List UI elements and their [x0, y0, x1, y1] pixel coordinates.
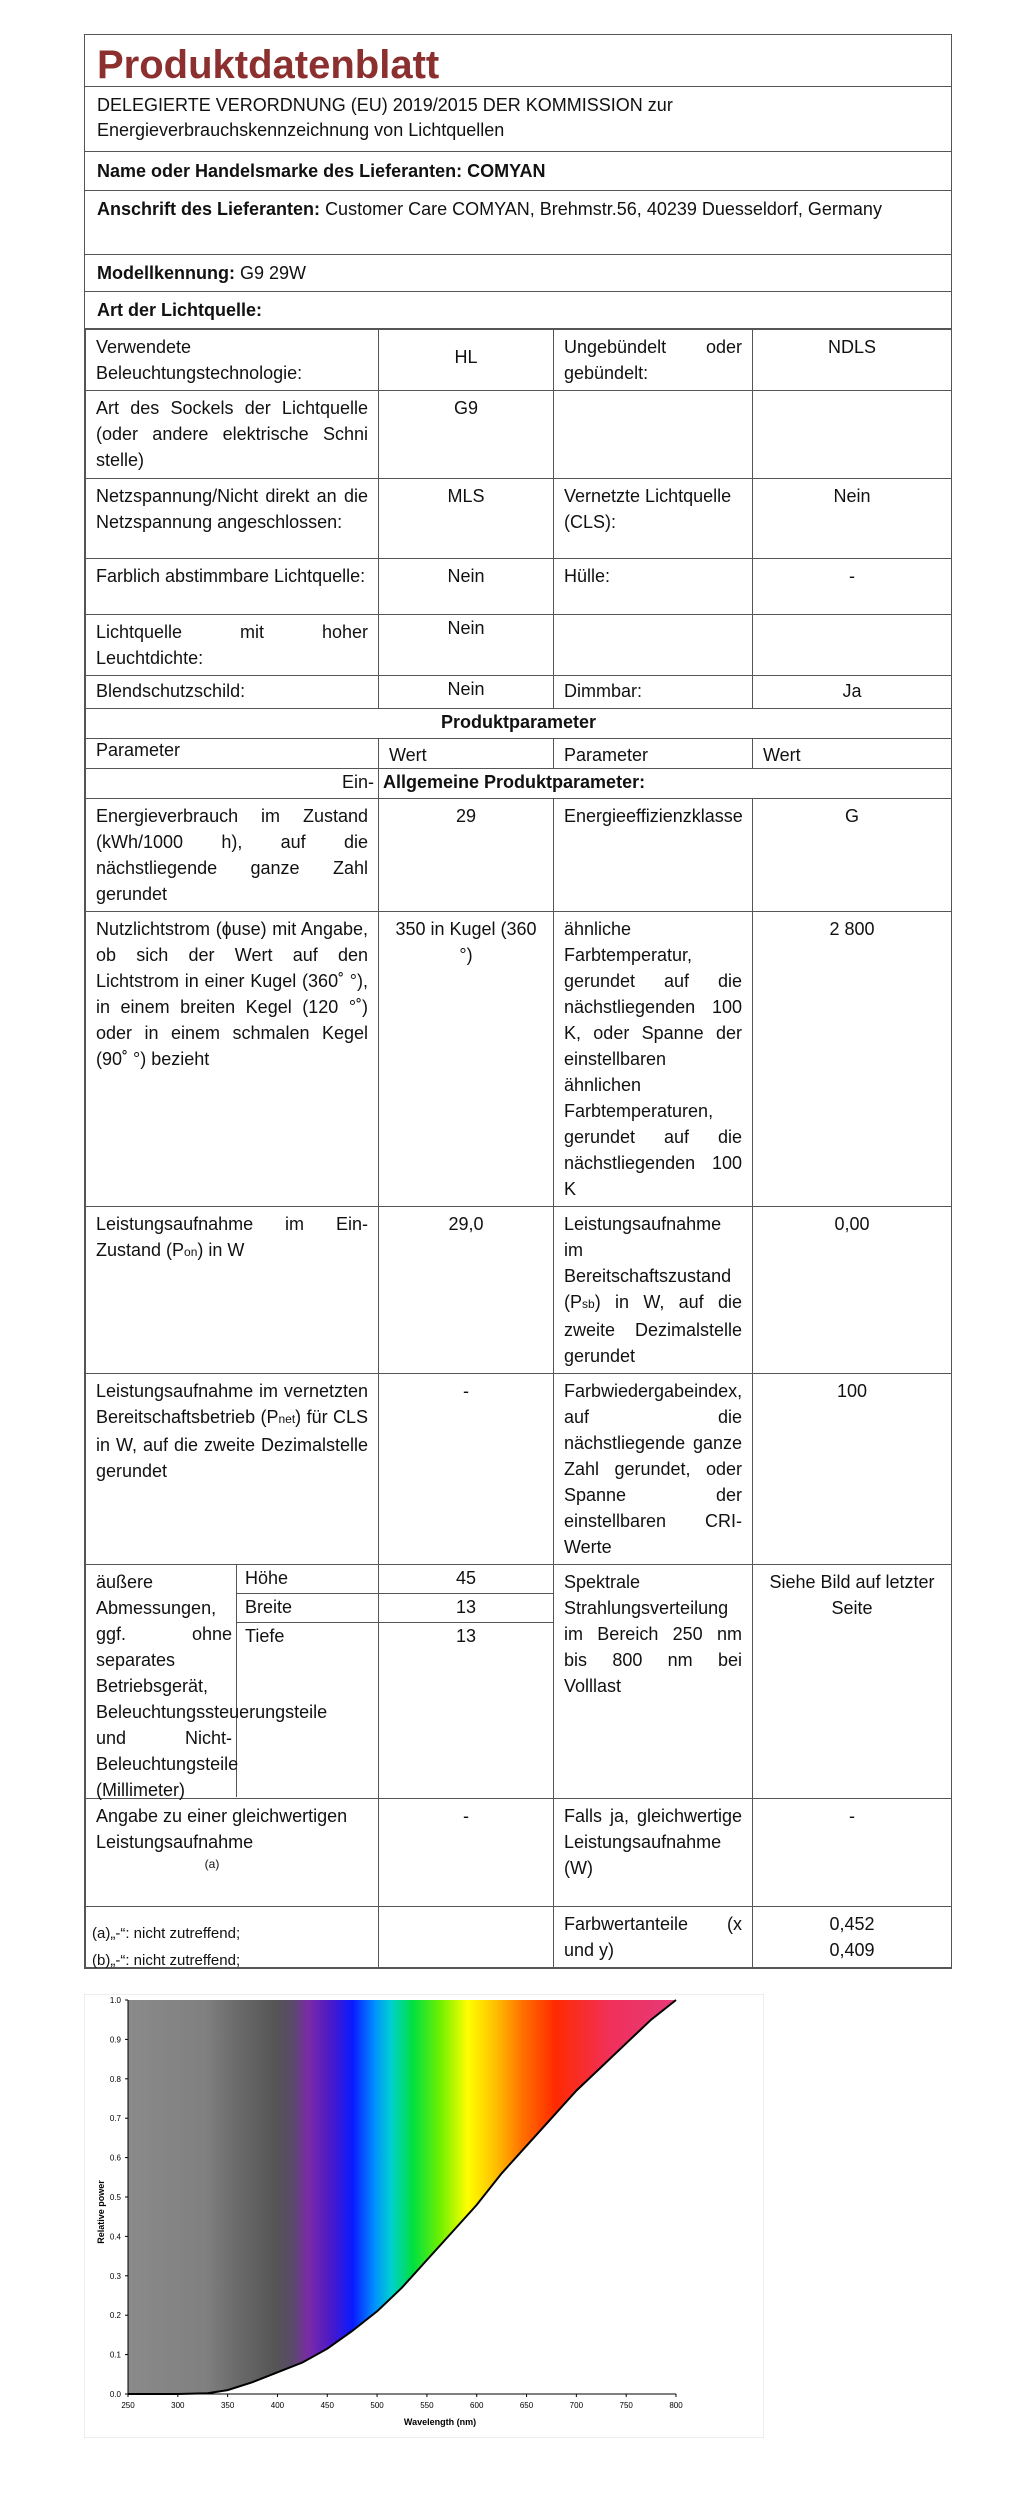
high-luminance-label: Lichtquelle mit hoher Leuchtdichte: — [86, 615, 379, 676]
empty-cell — [753, 615, 952, 676]
general-prefix: Ein- — [86, 769, 379, 799]
supplier-address-row — [85, 191, 951, 255]
y-tick-label: 0.3 — [109, 2271, 121, 2281]
table-row — [86, 479, 952, 559]
standby-power-label — [554, 1207, 753, 1374]
x-tick-label: 300 — [171, 2401, 185, 2410]
x-axis-label: Wavelength (nm) — [403, 2417, 477, 2427]
standby-power-unit: ) in W, auf die zweite Dezimalstelle gerundet — [564, 1292, 742, 1366]
table-row — [86, 1799, 952, 1907]
equivalent-power-label — [86, 1799, 379, 1907]
y-tick-label: 0.4 — [109, 2232, 121, 2242]
height-value: 45 — [379, 1565, 553, 1594]
table-row — [86, 330, 952, 391]
page-title: Produktdatenblatt — [85, 35, 951, 87]
on-mode-power-value: 29,0 — [379, 1207, 554, 1374]
chromaticity-values — [753, 1907, 952, 1968]
envelope-label: Hülle: — [554, 559, 753, 615]
x-tick-label: 700 — [569, 2401, 584, 2410]
x-tick-label: 600 — [470, 2401, 484, 2410]
socket-label: Art des Sockels der Lichtquelle (oder andere elektrische Schni stelle) — [86, 391, 379, 479]
cri-value: 100 — [753, 1374, 952, 1565]
dimmable-value: Ja — [753, 676, 952, 709]
standby-power-text: Leistungsaufnahme im Bereitschaftszustand (P — [564, 1214, 732, 1312]
width-label: Breite — [237, 1594, 378, 1623]
table-row — [86, 391, 952, 479]
standby-power-subscript: sb — [582, 1297, 595, 1311]
x-tick-label: 550 — [420, 2401, 434, 2410]
mains-value: MLS — [379, 479, 554, 559]
x-tick-label: 800 — [669, 2401, 683, 2410]
dimensions-cell — [86, 1565, 379, 1799]
y-tick-label: 0.7 — [109, 2114, 121, 2124]
x-tick-label: 350 — [220, 2401, 235, 2410]
supplier-address-value: Customer Care COMYAN, Brehmstr.56, 40239 Duesseldorf, Germany — [325, 199, 882, 219]
empty-cell — [554, 391, 753, 479]
chromaticity-y: 0,409 — [829, 1940, 875, 1960]
chromaticity-x: 0,452 — [829, 1914, 875, 1934]
dimensions-label: äußere Abmessungen, ggf. ohne separates Betriebsgerät, Beleuchtungssteuerungsteile und Nicht-Beleuchtungsteile (Millimeter) — [86, 1565, 237, 1797]
general-parameters-heading: Allgemeine Produktparameter: — [379, 769, 952, 799]
networked-standby-text: Leistungsaufnahme im vernetzten Bereitschaftsbetrieb (P — [96, 1381, 368, 1427]
col-header-parameter: Parameter — [86, 739, 379, 769]
networked-standby-unit: ) für CLS in W, auf die zweite Dezimalstelle gerundet — [96, 1407, 368, 1481]
equivalent-power-2-label: Falls ja, gleichwertige Leistungsaufnahme (W) — [554, 1799, 753, 1907]
luminous-flux-label: Nutzlichtstrom (ɸuse) mit Angabe, ob sich der Wert auf den Lichtstrom in einer Kugel (360˚ °), in einem breiten Kegel (120 °˚) oder in einem schmalen Kegel (90˚ °) bezieht — [86, 912, 379, 1207]
table-row — [86, 1207, 952, 1374]
supplier-name-value: COMYAN — [467, 161, 546, 181]
y-tick-label: 0.9 — [109, 2035, 121, 2045]
supplier-name-row — [85, 152, 951, 191]
energy-consumption-label: Energieverbrauch im Zustand (kWh/1000 h), auf die nächstliegende ganze Zahl gerundet — [86, 799, 379, 912]
plot-area — [110, 1996, 683, 2410]
tech-label: Verwendete Beleuchtungstechnologie: — [86, 330, 379, 391]
energy-class-label: Energieeffizienzklasse — [554, 799, 753, 912]
energy-consumption-value: 29 — [379, 799, 554, 912]
on-mode-power-unit: ) in W — [197, 1240, 245, 1260]
table-row — [86, 799, 952, 912]
empty-cell — [379, 1907, 554, 1968]
table-row — [86, 709, 952, 739]
table-row — [86, 676, 952, 709]
spectral-distribution-value: Siehe Bild auf letzter Seite — [753, 1565, 952, 1799]
supplier-name-label: Name oder Handelsmarke des Lieferanten: — [97, 161, 463, 181]
x-tick-label: 750 — [619, 2401, 633, 2410]
networked-standby-label — [86, 1374, 379, 1565]
width-value: 13 — [379, 1594, 553, 1623]
y-tick-label: 0.0 — [109, 2390, 121, 2399]
y-tick-label: 0.1 — [109, 2350, 121, 2360]
equivalent-power-value: - — [379, 1799, 554, 1907]
colour-temperature-value: 2 800 — [753, 912, 952, 1207]
light-source-type-heading: Art der Lichtquelle: — [85, 292, 951, 329]
dimensions-values — [379, 1565, 554, 1799]
empty-cell — [753, 391, 952, 479]
chromaticity-label: Farbwertanteile (x und y) — [554, 1907, 753, 1968]
table-row — [86, 1374, 952, 1565]
luminous-flux-value: 350 in Kugel (360 °) — [379, 912, 554, 1207]
on-mode-power-label — [86, 1207, 379, 1374]
model-row — [85, 255, 951, 292]
on-mode-power-text: Leistungsaufnahme im Ein-Zustand (P — [96, 1214, 368, 1260]
cls-value: Nein — [753, 479, 952, 559]
footnotes — [92, 1920, 240, 1974]
equivalent-power-2-value: - — [753, 1799, 952, 1907]
model-label: Modellkennung: — [97, 263, 235, 283]
y-tick-label: 0.5 — [109, 2193, 121, 2202]
focus-value: NDLS — [753, 330, 952, 391]
spectral-chart — [84, 1994, 764, 2438]
equivalent-power-note: (a) — [204, 1857, 220, 1871]
colour-temperature-label: ähnliche Farbtemperatur, gerundet auf die nächstliegenden 100 K, oder Spanne der einstellbaren ähnlichen Farbtemperaturen, gerundet auf die nächstliegenden 100 K — [554, 912, 753, 1207]
high-luminance-value: Nein — [379, 615, 554, 676]
equivalent-power-text: Angabe zu einer gleichwertigen Leistungsaufnahme — [96, 1806, 348, 1852]
height-label: Höhe — [237, 1565, 378, 1594]
col-header-value: Wert — [379, 739, 554, 769]
cls-label: Vernetzte Lichtquelle (CLS): — [554, 479, 753, 559]
table-row — [86, 615, 952, 676]
dimmable-label: Dimmbar: — [554, 676, 753, 709]
x-tick-label: 450 — [320, 2401, 334, 2410]
glare-shield-label: Blendschutzschild: — [86, 676, 379, 709]
y-tick-label: 1.0 — [109, 1996, 121, 2005]
y-tick-label: 0.8 — [109, 2074, 121, 2084]
spectral-distribution-label: Spektrale Strahlungsverteilung im Bereich 250 nm bis 800 nm bei Volllast — [554, 1565, 753, 1799]
y-axis-label: Relative power — [96, 2180, 106, 2244]
light-source-table — [85, 329, 952, 1968]
page-subtitle: DELEGIERTE VERORDNUNG (EU) 2019/2015 DER KOMMISSION zur Energieverbrauchskennzeichnung von Lichtquellen — [85, 87, 951, 152]
standby-power-value: 0,00 — [753, 1207, 952, 1374]
table-row — [86, 769, 952, 799]
product-data-sheet — [84, 34, 952, 1969]
model-value: G9 29W — [240, 263, 307, 283]
y-tick-label: 0.2 — [109, 2311, 121, 2321]
table-row — [86, 912, 952, 1207]
focus-label: Ungebündelt oder gebündelt: — [554, 330, 753, 391]
mains-label: Netzspannung/Nicht direkt an die Netzspannung angeschlossen: — [86, 479, 379, 559]
on-mode-power-subscript: on — [184, 1245, 198, 1259]
table-row — [86, 739, 952, 769]
depth-value: 13 — [455, 1626, 477, 1646]
product-parameters-heading: Produktparameter — [86, 709, 952, 739]
supplier-address-label: Anschrift des Lieferanten: — [97, 199, 321, 219]
spectral-chart-svg — [84, 1994, 764, 2438]
x-tick-label: 650 — [519, 2401, 534, 2410]
cri-label: Farbwiedergabeindex, auf die nächstliegende ganze Zahl gerundet, oder Spanne der einstellbaren CRI-Werte — [554, 1374, 753, 1565]
x-tick-label: 500 — [370, 2401, 384, 2410]
energy-class-value: G — [753, 799, 952, 912]
x-tick-label: 400 — [270, 2401, 285, 2410]
col-header-value-2: Wert — [753, 739, 952, 769]
depth-label: Tiefe — [245, 1626, 285, 1646]
colour-tunable-label: Farblich abstimmbare Lichtquelle: — [86, 559, 379, 615]
table-row — [86, 1565, 952, 1799]
networked-standby-subscript: net — [278, 1412, 296, 1426]
glare-shield-value: Nein — [379, 676, 554, 709]
y-tick-label: 0.6 — [109, 2153, 121, 2163]
colour-tunable-value: Nein — [379, 559, 554, 615]
envelope-value: - — [753, 559, 952, 615]
x-tick-label: 250 — [121, 2401, 135, 2410]
socket-value: G9 — [379, 391, 554, 479]
footnote-a: (a)„-“: nicht zutreffend; — [92, 1925, 241, 1942]
empty-cell — [554, 615, 753, 676]
col-header-parameter-2: Parameter — [554, 739, 753, 769]
footnote-b: (b)„-“: nicht zutreffend; — [92, 1952, 241, 1969]
networked-standby-value: - — [379, 1374, 554, 1565]
table-row — [86, 559, 952, 615]
tech-value: HL — [379, 330, 554, 391]
